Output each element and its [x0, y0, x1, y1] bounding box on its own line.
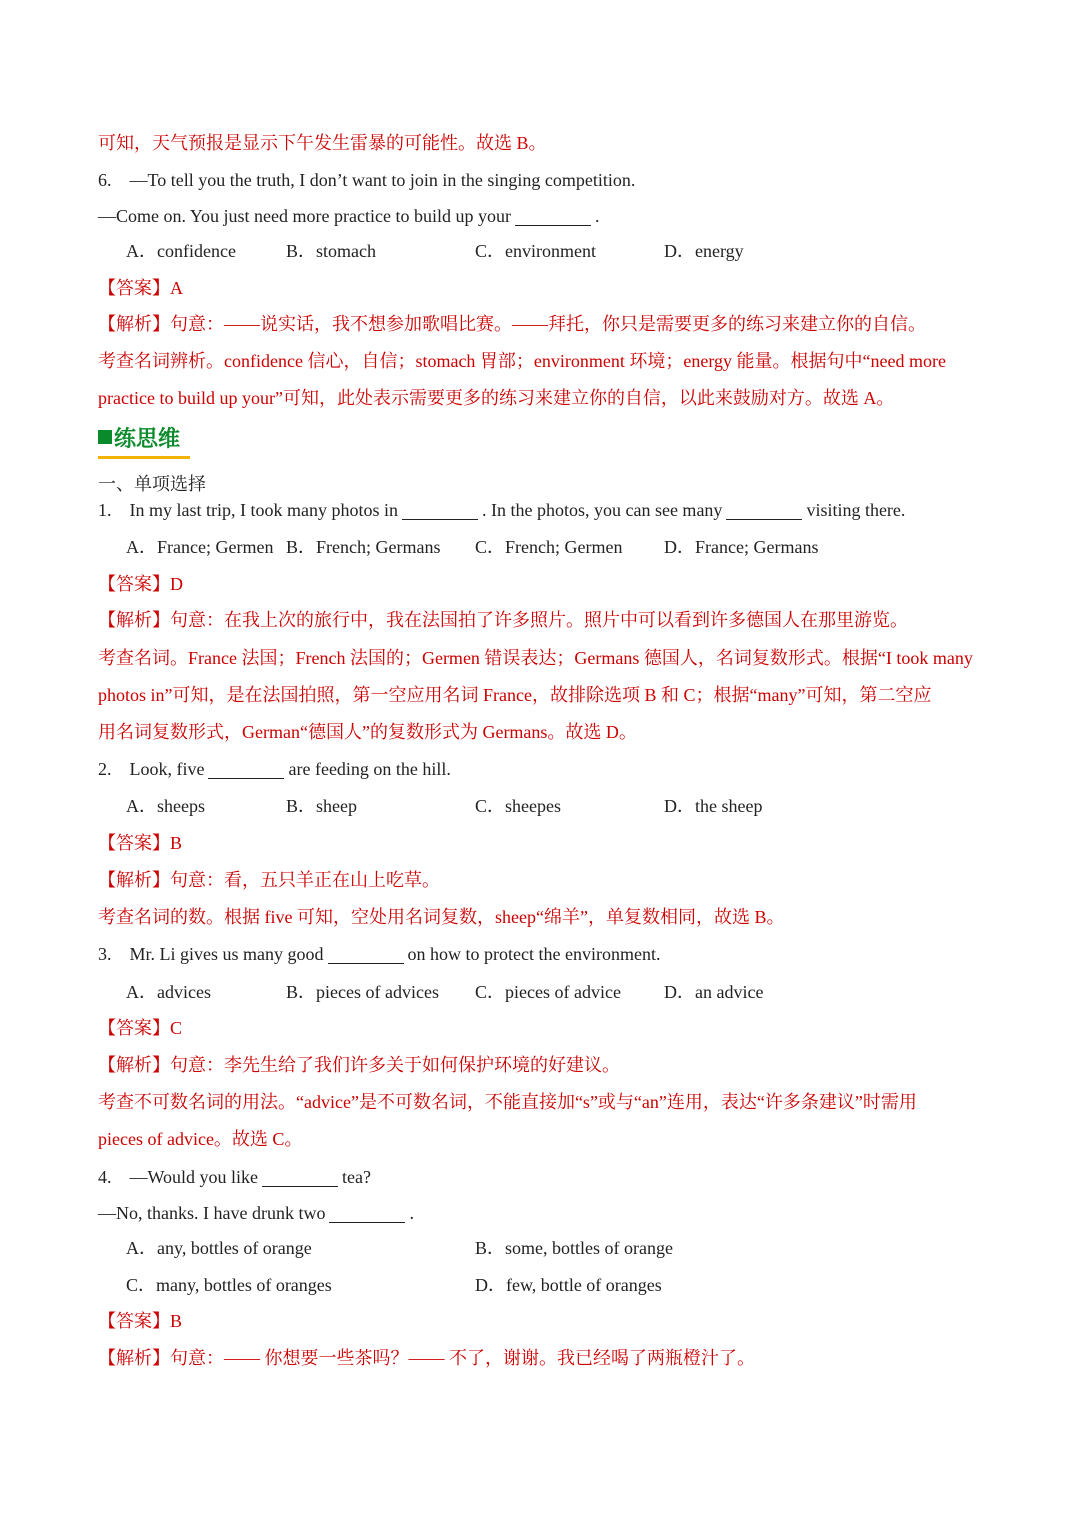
- q4-answer: 【答案】B: [98, 1311, 183, 1331]
- q3-explanation-2: 考查不可数名词的用法。“advice”是不可数名词，不能直接加“s”或与“an”连用，表达“许多条建议”时需用: [98, 1092, 917, 1112]
- q1-explanation-4: 用名词复数形式，German“德国人”的复数形式为 Germans。故选 D。: [98, 722, 637, 742]
- q4-explanation-1: 【解析】句意：—— 你想要一些茶吗？—— 不了，谢谢。我已经喝了两瓶橙汁了。: [98, 1348, 755, 1368]
- q1-stem-end: visiting there.: [806, 500, 906, 520]
- q4-blank-2: [329, 1204, 405, 1223]
- q6-option-d: D．energy: [664, 241, 744, 261]
- q2-option-c: C．sheepes: [475, 796, 561, 816]
- q4-option-b: B．some, bottles of orange: [475, 1238, 673, 1258]
- q2-explanation-1: 【解析】句意：看，五只羊正在山上吃草。: [98, 870, 440, 890]
- q2-option-a: A．sheeps: [126, 796, 205, 816]
- q1-option-a: A．France; Germen: [126, 537, 274, 557]
- q3-option-a: A．advices: [126, 982, 211, 1002]
- q1-explanation-3: photos in”可知，是在法国拍照，第一空应用名词 France，故排除选项 B 和 C；根据“many”可知，第二空应: [98, 685, 932, 705]
- section-square-icon: [98, 430, 112, 444]
- q3-explanation-3: pieces of advice。故选 C。: [98, 1129, 303, 1149]
- q6-stem-text: —Come on. You just need more practice to build up your: [98, 206, 511, 226]
- q2-option-d: D．the sheep: [664, 796, 763, 816]
- section-subtitle: 一、单项选择: [98, 474, 206, 494]
- q6-stem-line1: 6. —To tell you the truth, I don’t want to join in the singing competition.: [98, 170, 636, 190]
- section-title: [98, 424, 180, 456]
- q1-blank-2: [726, 501, 802, 520]
- q4-stem-line2: [98, 1200, 414, 1226]
- q3-option-b: B．pieces of advices: [286, 982, 439, 1002]
- q1-option-b: B．French; Germans: [286, 537, 441, 557]
- q6-stem-end: .: [594, 206, 600, 226]
- q4-stem-mid: tea?: [342, 1167, 372, 1187]
- q4-stem-end: .: [409, 1203, 414, 1223]
- q2-stem-end: are feeding on the hill.: [288, 759, 451, 779]
- q3-stem-end: on how to protect the environment.: [407, 944, 661, 964]
- q1-option-c: C．French; Germen: [475, 537, 623, 557]
- q6-explanation-1: 【解析】句意：——说实话，我不想参加歌唱比赛。——拜托，你只是需要更多的练习来建立你的自信。: [98, 314, 926, 334]
- q4-option-c: C．many, bottles of oranges: [126, 1275, 332, 1295]
- q1-option-d: D．France; Germans: [664, 537, 819, 557]
- q3-explanation-1: 【解析】句意：李先生给了我们许多关于如何保护环境的好建议。: [98, 1055, 620, 1075]
- q4-option-d: D．few, bottle of oranges: [475, 1275, 662, 1295]
- q4-stem-start: 4. —Would you like: [98, 1167, 259, 1187]
- section-underline: [98, 456, 190, 459]
- q1-stem-mid: . In the photos, you can see many: [481, 500, 723, 520]
- q2-answer: 【答案】B: [98, 833, 183, 853]
- q2-option-b: B．sheep: [286, 796, 357, 816]
- q3-option-d: D．an advice: [664, 982, 764, 1002]
- section-title-text: 练思维: [114, 427, 181, 452]
- q4-blank-1: [262, 1168, 338, 1187]
- q2-blank: [208, 760, 284, 779]
- q6-explanation-3: practice to build up your”可知，此处表示需要更多的练习来建立你的自信，以此来鼓励对方。故选 A。: [98, 388, 895, 408]
- q1-explanation-2: 考查名词。France 法国；French 法国的；Germen 错误表达；Germans 德国人，名词复数形式。根据“I took many: [98, 648, 973, 668]
- q6-blank: [515, 207, 591, 226]
- prev-explanation-tail: 可知，天气预报是显示下午发生雷暴的可能性。故选 B。: [98, 133, 547, 153]
- q2-stem: [98, 756, 451, 782]
- q6-answer: 【答案】A: [98, 278, 183, 298]
- q3-answer: 【答案】C: [98, 1018, 183, 1038]
- q4-option-a: A．any, bottles of orange: [126, 1238, 312, 1258]
- q2-explanation-2: 考查名词的数。根据 five 可知，空处用名词复数，sheep“绵羊”，单复数相同，故选 B。: [98, 907, 785, 927]
- q3-option-c: C．pieces of advice: [475, 982, 621, 1002]
- q3-stem-start: 3. Mr. Li gives us many good: [98, 944, 324, 964]
- q3-stem: [98, 941, 660, 967]
- q6-option-a: A．confidence: [126, 241, 236, 261]
- q3-blank: [328, 945, 404, 964]
- q4-stem-reply: —No, thanks. I have drunk two: [98, 1203, 326, 1223]
- q6-explanation-2: 考查名词辨析。confidence 信心，自信；stomach 胃部；environment 环境；energy 能量。根据句中“need more: [98, 351, 947, 371]
- q6-option-c: C．environment: [475, 241, 596, 261]
- q6-stem-line2: [98, 203, 599, 229]
- q1-stem: [98, 497, 905, 523]
- q1-answer: 【答案】D: [98, 574, 183, 594]
- q6-option-b: B．stomach: [286, 241, 376, 261]
- q4-stem-line1: [98, 1164, 371, 1190]
- q1-stem-start: 1. In my last trip, I took many photos in: [98, 500, 398, 520]
- q1-blank-1: [402, 501, 478, 520]
- q2-stem-start: 2. Look, five: [98, 759, 205, 779]
- q1-explanation-1: 【解析】句意：在我上次的旅行中，我在法国拍了许多照片。照片中可以看到许多德国人在那里游览。: [98, 610, 908, 630]
